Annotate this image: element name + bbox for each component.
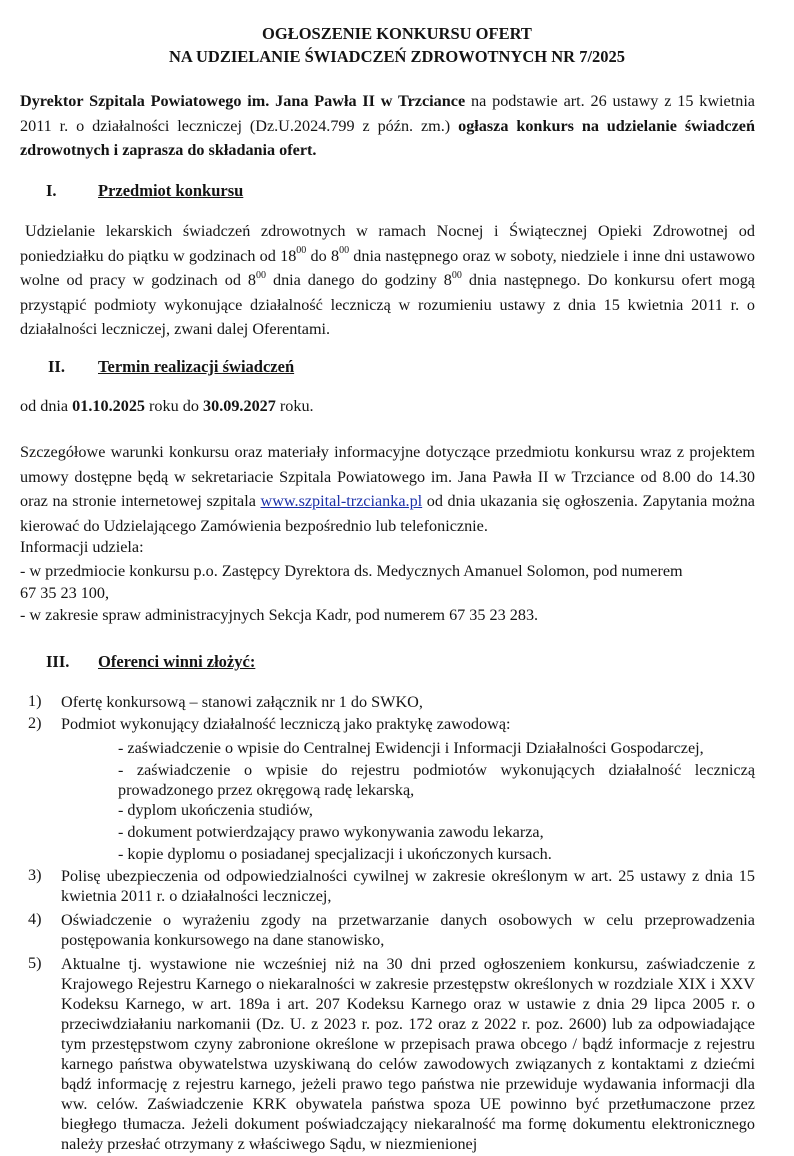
list-item-number: 4) [28, 910, 42, 928]
list-item-number: 2) [28, 714, 42, 732]
term-end-date: 30.09.2027 [203, 397, 276, 415]
section-1-heading [0, 181, 794, 203]
section-1-text: Udzielanie lekarskich świadczeń zdrowotnych w ramach Nocnej i Świątecznej Opieki Zdrowotnej od poniedziałku do piątku w godzinach od 18 [20, 222, 755, 265]
document-title-line-1: OGŁOSZENIE KONKURSU OFERT [262, 24, 532, 43]
section-3-heading [0, 652, 794, 674]
sublist-item: - dyplom ukończenia studiów, [118, 801, 313, 819]
list-item-number: 5) [28, 954, 42, 972]
section-3-title: Oferenci winni złożyć: [98, 652, 256, 671]
list-item-text: Aktualne tj. wystawione nie wcześniej niż na 30 dni przed ogłoszeniem konkursu, zaświadczenie z Krajowego Rejestru Karnego o niekaralności w zakresie przestępstw określonych w rozdziale XIX i XXV Kodeksu Karnego, w art. 189a i art. 207 Kodeksu Karnego oraz w ustawie z dnia 29 lipca 2005 r. o przeciwdziałaniu narkomanii (Dz. U. z 2023 r. poz. 172 oraz z 2022 r. poz. 2600) lub za odpowiadające tym przestępstwom czyny zabronione określone w przepisach prawa obcego / bądź informacje z rejestru karnego państwa obywatelstwa uzyskiwaną do celów zawodowych związanych z kontaktami z dziećmi bądź informację z rejestru karnego, jeżeli prawo tego państwa nie przewiduje wydawania informacji dla ww. celów. Zaświadczenie KRK obywatela państwa spoza UE powinno być przetłumaczone przez biegłego tłumacza. Jeżeli dokument poświadczający niekaralność ma formę dokumentu elektronicznego należy przesłać otrzymany z właściwego Sądu, w niezmienionej [61, 955, 755, 1153]
section-1-text: dnia następnego. Do konkursu ofert mogą przystąpić podmioty wykonujące działalność leczniczą w rozumieniu ustawy z dnia 15 kwietnia 2011 r. o działalności leczniczej, zwani dalej Oferentami. [20, 271, 755, 338]
list-item-number: 1) [28, 692, 42, 710]
hospital-website-link[interactable]: www.szpital-trzcianka.pl [260, 492, 423, 510]
intro-paragraph [20, 89, 755, 163]
term-text: roku. [275, 397, 314, 415]
term-text: od dnia [20, 397, 73, 415]
sublist-item: - dokument potwierdzający prawo wykonywania zawodu lekarza, [118, 823, 544, 841]
section-2-heading [0, 357, 794, 379]
info-text: od dnia ukazania się ogłoszenia. Zapytania można kierować do Udzielającego Zamówienia bezpośrednio lub telefonicznie. [20, 492, 755, 535]
term-text: roku do [145, 397, 203, 415]
section-1-number: I. [46, 181, 57, 200]
term-start-date: 01.10.2025 [72, 397, 145, 415]
sublist-item: - kopie dyplomu o posiadanej specjalizacji i ukończonych kursach. [118, 845, 552, 863]
list-item-number: 3) [28, 866, 42, 884]
contract-term [20, 397, 314, 416]
sublist-item: - zaświadczenie o wpisie do rejestru podmiotów wykonujących działalność leczniczą prowadzonego przez okręgową radę lekarską, [118, 761, 755, 799]
intro-legal-basis: na podstawie art. 26 ustawy z 15 kwietnia 2011 r. o działalności leczniczej (Dz.U.2024.799 z późn. zm.) [20, 92, 755, 135]
contact-hr-line: - w zakresie spraw administracyjnych Sekcja Kadr, pod numerem 67 35 23 283. [20, 606, 539, 624]
info-provider-line: Informacji udziela: [20, 538, 144, 556]
section-3-number: III. [46, 652, 70, 671]
section-1-title: Przedmiot konkursu [98, 181, 244, 200]
contact-medical-phone: 67 35 23 100, [20, 584, 110, 602]
section-1-text: do 8 [306, 246, 340, 265]
list-item-text: Polisę ubezpieczenia od odpowiedzialności cywilnej w zakresie określonym w art. 25 ustawy z dnia 15 kwietnia 2011 r. o działalności leczniczej, [61, 867, 755, 905]
superscript: 00 [296, 245, 307, 257]
document-title-line-2: NA UDZIELANIE ŚWIADCZEŃ ZDROWOTNYCH NR 7/2025 [168, 47, 626, 66]
contact-medical-line-1: - w przedmiocie konkursu p.o. Zastępcy Dyrektora ds. Medycznych Amanuel Solomon, pod numerem [20, 562, 683, 580]
list-item-text: Oświadczenie o wyrażeniu zgody na przetwarzanie danych osobowych w celu przeprowadzenia postępowania konkursowego na dane stanowisko, [61, 911, 755, 949]
intro-announcement: ogłasza konkurs na udzielanie świadczeń zdrowotnych i zaprasza do składania ofert. [20, 116, 755, 159]
sublist-item: - zaświadczenie o wpisie do Centralnej Ewidencji i Informacji Działalności Gospodarczej, [118, 739, 704, 757]
superscript: 00 [256, 269, 266, 281]
section-1-paragraph [20, 219, 755, 342]
list-item-text: Podmiot wykonujący działalność leczniczą jako praktykę zawodową: [61, 715, 511, 733]
section-2-number: II. [48, 357, 65, 376]
section-1-text: dnia danego do godziny 8 [266, 271, 452, 289]
info-paragraph [20, 440, 755, 538]
section-1-text: dnia następnego oraz w soboty, niedziele i inne dni ustawowo wolne od pracy w godzinach od 8 [20, 246, 755, 289]
superscript: 00 [339, 245, 350, 257]
superscript: 00 [451, 269, 462, 281]
list-item-text: Ofertę konkursową – stanowi załącznik nr 1 do SWKO, [61, 693, 423, 711]
intro-director: Dyrektor Szpitala Powiatowego im. Jana Pawła II w Trzciance [20, 92, 466, 110]
info-text: Szczegółowe warunki konkursu oraz materiały informacyjne dotyczące przedmiotu konkursu wraz z projektem umowy dostępne będą w sekretariacie Szpitala Powiatowego im. Jana Pawła II w Trzciance od 8.00 do 14.30 oraz na stronie internetowej szpitala [20, 443, 755, 510]
section-2-title: Termin realizacji świadczeń [98, 357, 295, 376]
